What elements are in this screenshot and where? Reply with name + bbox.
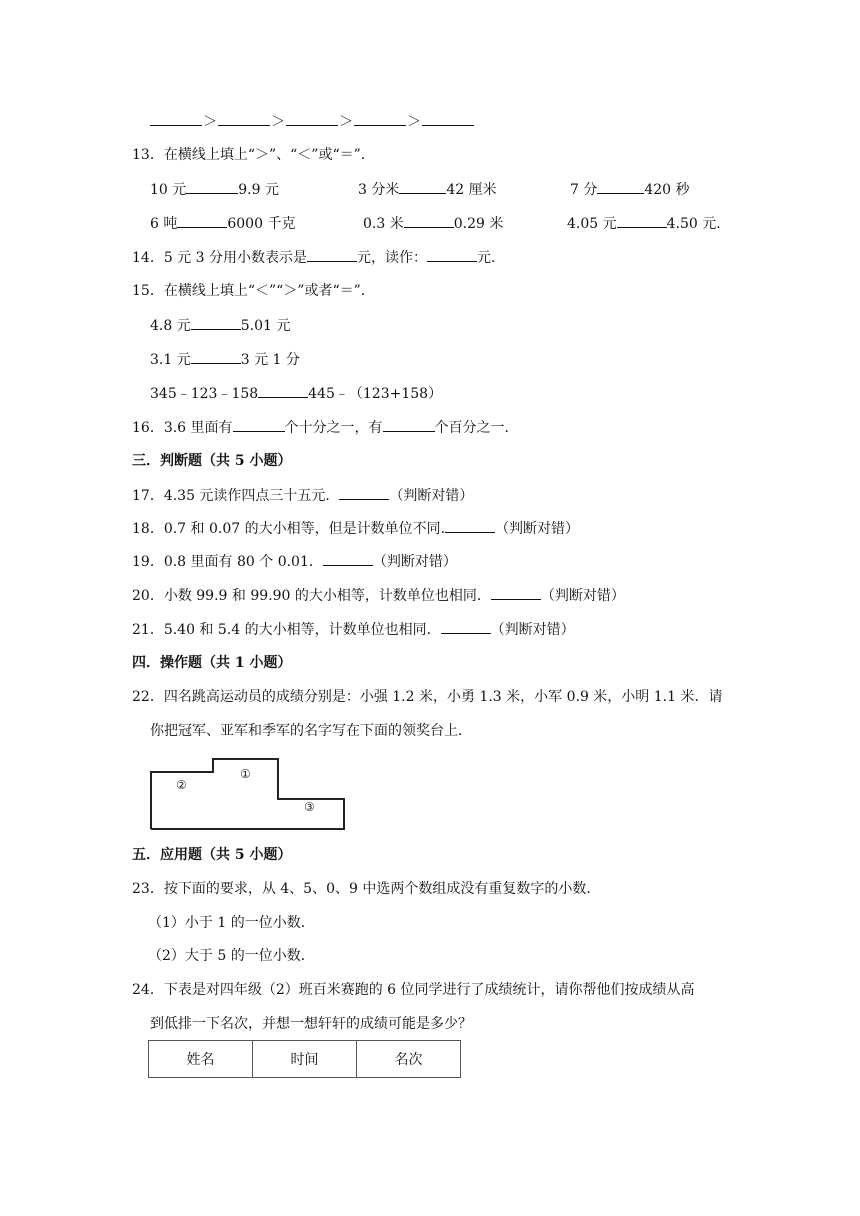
question-24-line2: 到低排一下名次，并想一想轩轩的成绩可能是多少？ [150, 1016, 472, 1032]
judge-question: 21．5.40 和 5.4 的大小相等，计数单位也相同． （判断对错） [132, 619, 575, 640]
q13-item: 4.05 元 4.50 元． [567, 213, 730, 234]
question-13-title: 13．在横线上填上“＞”、“＜”或“＝”． [132, 147, 375, 163]
answer-blank[interactable] [233, 417, 285, 432]
table-header-cell: 时间 [253, 1041, 357, 1078]
q13-item: 6 吨 6000 千克 [150, 213, 295, 234]
q15-item: 3.1 元 3 元 1 分 [150, 349, 300, 370]
judge-question: 17．4.35 元读作四点三十五元． （判断对错） [132, 485, 473, 506]
first-place-mark: ① [240, 767, 251, 781]
question-16: 16．3.6 里面有 个十分之一，有 个百分之一． [132, 417, 519, 438]
q15-item: 345﹣123﹣158 445﹣（123+158） [150, 383, 442, 404]
answer-blank[interactable] [399, 179, 446, 194]
answer-blank[interactable] [150, 111, 202, 126]
answer-blank[interactable] [191, 315, 241, 330]
answer-blank[interactable] [422, 111, 474, 126]
q13-item: 10 元 9.9 元 [150, 179, 279, 200]
question-15-title: 15．在横线上填上“＜”“＞”或者“＝”． [132, 283, 375, 299]
answer-blank[interactable] [307, 247, 357, 262]
podium-diagram [150, 758, 346, 830]
judge-question: 18．0.7 和 0.07 的大小相等，但是计数单位不同. （判断对错） [132, 518, 579, 539]
answer-blank[interactable] [427, 247, 477, 262]
q13-item: 0.3 米 0.29 米 [363, 213, 503, 234]
table-header-row [149, 1041, 461, 1078]
gt-sign: ＞ [339, 114, 353, 130]
answer-blank[interactable] [191, 349, 241, 364]
answer-blank[interactable] [354, 111, 406, 126]
q13-item: 7 分 420 秒 [570, 179, 690, 200]
question-23-title: 23．按下面的要求，从 4、5、0、9 中选两个数组成没有重复数字的小数． [132, 881, 601, 897]
q13-item: 3 分米 42 厘米 [358, 179, 497, 200]
section-heading: 四．操作题（共 1 小题） [132, 655, 292, 671]
judge-question: 19．0.8 里面有 80 个 0.01． （判断对错） [132, 551, 457, 572]
gt-sign: ＞ [203, 114, 217, 130]
question-22-line2: 你把冠军、亚军和季军的名字写在下面的领奖台上． [150, 723, 472, 739]
gt-sign: ＞ [271, 114, 285, 130]
third-place-mark: ③ [304, 800, 315, 814]
second-place-mark: ② [176, 778, 187, 792]
question-23-part2: （2）大于 5 的一位小数． [148, 948, 315, 964]
answer-blank[interactable] [286, 111, 338, 126]
judge-question: 20．小数 99.9 和 99.90 的大小相等，计数单位也相同． （判断对错） [132, 585, 625, 606]
table-header-cell: 名次 [357, 1041, 461, 1078]
answer-blank[interactable] [404, 213, 454, 228]
ordering-blanks [150, 111, 474, 132]
answer-blank[interactable] [491, 585, 541, 600]
section-heading: 三．判断题（共 5 小题） [132, 453, 292, 469]
answer-blank[interactable] [177, 213, 227, 228]
question-24-line1: 24．下表是对四年级（2）班百米赛跑的 6 位同学进行了成绩统计，请你帮他们按成绩从高 [132, 982, 695, 998]
table-header-cell: 姓名 [149, 1041, 253, 1078]
gt-sign: ＞ [407, 114, 421, 130]
answer-blank[interactable] [383, 417, 435, 432]
q15-item: 4.8 元 5.01 元 [150, 315, 290, 336]
answer-blank[interactable] [323, 551, 373, 566]
answer-blank[interactable] [258, 383, 308, 398]
question-23-part1: （1）小于 1 的一位小数． [148, 915, 315, 931]
answer-blank[interactable] [441, 619, 491, 634]
answer-blank[interactable] [186, 179, 238, 194]
answer-blank[interactable] [339, 485, 389, 500]
question-14: 14．5 元 3 分用小数表示是 元，读作： 元． [132, 247, 505, 268]
section-heading: 五．应用题（共 5 小题） [132, 847, 292, 863]
question-22-line1: 22．四名跳高运动员的成绩分别是：小强 1.2 米，小勇 1.3 米，小军 0.9 米，小明 1.1 米．请 [132, 689, 723, 705]
answer-blank[interactable] [445, 518, 495, 533]
answer-blank[interactable] [617, 213, 667, 228]
answer-blank[interactable] [597, 179, 644, 194]
answer-blank[interactable] [218, 111, 270, 126]
ranking-table [148, 1040, 461, 1078]
